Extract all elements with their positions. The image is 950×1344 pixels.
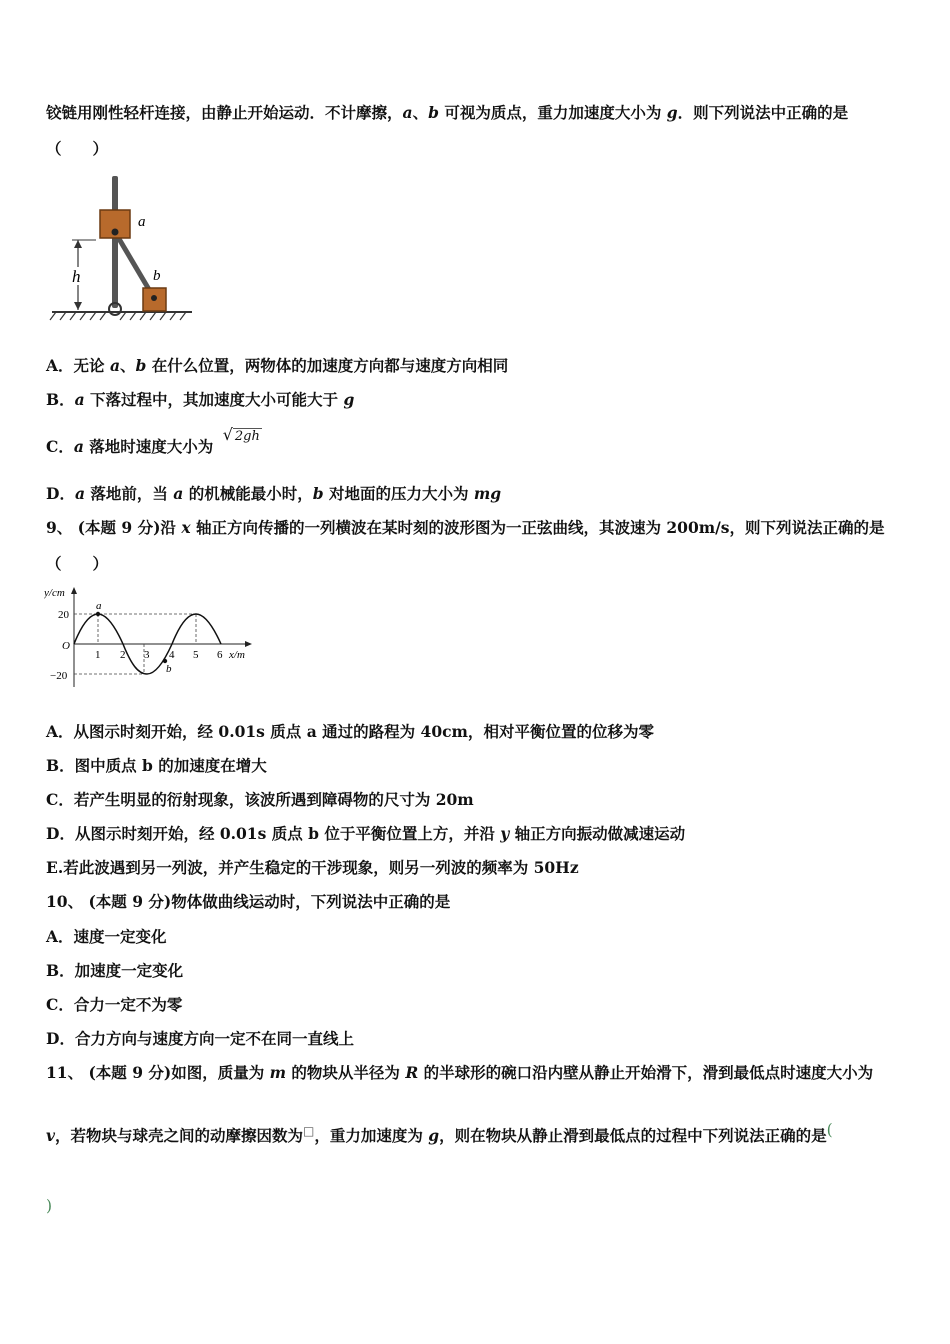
label-b: b — [153, 268, 161, 284]
x-ticks — [95, 649, 223, 661]
q10-option-c: C．合力一定不为零 — [46, 995, 183, 1014]
q9-option-b: B．图中质点 b 的加速度在增大 — [46, 756, 267, 775]
q8-option-a: A．无论 a、b 在什么位置，两物体的加速度方向都与速度方向相同 — [46, 356, 509, 375]
point-a-label: a — [96, 600, 102, 612]
q10-option-a: A．速度一定变化 — [46, 927, 167, 946]
vertical-pole — [112, 176, 118, 308]
point-a — [96, 612, 100, 616]
arrow-down-icon — [74, 302, 82, 310]
arrow-up-icon — [74, 240, 82, 248]
pivot-b — [151, 295, 157, 301]
x-tick-1: 1 — [95, 649, 101, 661]
origin-label: O — [62, 640, 70, 652]
pivot-a — [112, 229, 119, 236]
y-axis-label: y/cm — [44, 587, 65, 599]
q11-stem-line2: v，若物块与球壳之间的动摩擦因数为□，重力加速度为 g，则在物块从静止滑到最低点的过程中下列说法正确的是( — [46, 1121, 833, 1145]
mu-placeholder: □ — [303, 1124, 315, 1138]
y-tick-20: 20 — [58, 609, 69, 621]
y-tick-neg20: −20 — [50, 670, 68, 682]
q9-option-c: C．若产生明显的衍射现象，该波所遇到障碍物的尺寸为 20m — [46, 790, 474, 809]
x-tick-2: 2 — [120, 649, 126, 661]
q11-stem-line1: 11、 (本题 9 分)如图，质量为 m 的物块从半径为 R 的半球形的碗口沿内壁从静止开始滑下，滑到最低点时速度大小为 — [46, 1063, 874, 1082]
q10-option-d: D．合力方向与速度方向一定不在同一直线上 — [46, 1029, 354, 1048]
q8-option-c: C．a 落地时速度大小为 √ 2gh — [46, 425, 260, 456]
q9-paren: （ ） — [46, 554, 109, 573]
point-b-label: b — [166, 663, 172, 675]
x-tick-6: 6 — [217, 649, 223, 661]
q10-stem: 10、 (本题 9 分)物体做曲线运动时，下列说法中正确的是 — [46, 892, 451, 911]
q10-option-b: B．加速度一定变化 — [46, 961, 184, 980]
label-a: a — [138, 214, 146, 230]
q9-option-a: A．从图示时刻开始，经 0.01s 质点 a 通过的路程为 40cm，相对平衡位置的位移为零 — [46, 722, 654, 741]
x-axis-arrow-icon — [245, 641, 252, 647]
q9-wave-graph — [44, 582, 259, 692]
x-tick-3: 3 — [144, 649, 150, 661]
q8-option-b: B．a 下落过程中，其加速度大小可能大于 g — [46, 390, 355, 409]
q8-option-d: D．a 落地前，当 a 的机械能最小时，b 对地面的压力大小为 mg — [46, 484, 502, 503]
q8-stem: 铰链用刚性轻杆连接，由静止开始运动．不计摩擦，a、b 可视为质点，重力加速度大小为 g．则下列说法中正确的是 — [46, 103, 849, 122]
x-axis-label: x/m — [229, 649, 245, 661]
q8-figure — [46, 170, 196, 325]
q9-option-e: E.若此波遇到另一列波，并产生稳定的干涉现象，则另一列波的频率为 50Hz — [46, 858, 579, 877]
x-tick-4: 4 — [169, 649, 175, 661]
open-paren: ( — [826, 1121, 833, 1139]
q9-option-d: D．从图示时刻开始，经 0.01s 质点 b 位于平衡位置上方，并沿 y 轴正方向振动做减速运动 — [46, 824, 686, 843]
sqrt-formula: √ 2gh — [222, 425, 260, 444]
y-axis-arrow-icon — [71, 587, 77, 594]
x-tick-5: 5 — [193, 649, 199, 661]
q11-close-paren: ) — [46, 1197, 53, 1215]
label-h: h — [72, 267, 81, 286]
q9-stem: 9、 (本题 9 分)沿 x 轴正方向传播的一列横波在某时刻的波形图为一正弦曲线，其波速为 200m/s，则下列说法正确的是 — [46, 518, 885, 537]
q8-paren: （ ） — [46, 139, 109, 158]
